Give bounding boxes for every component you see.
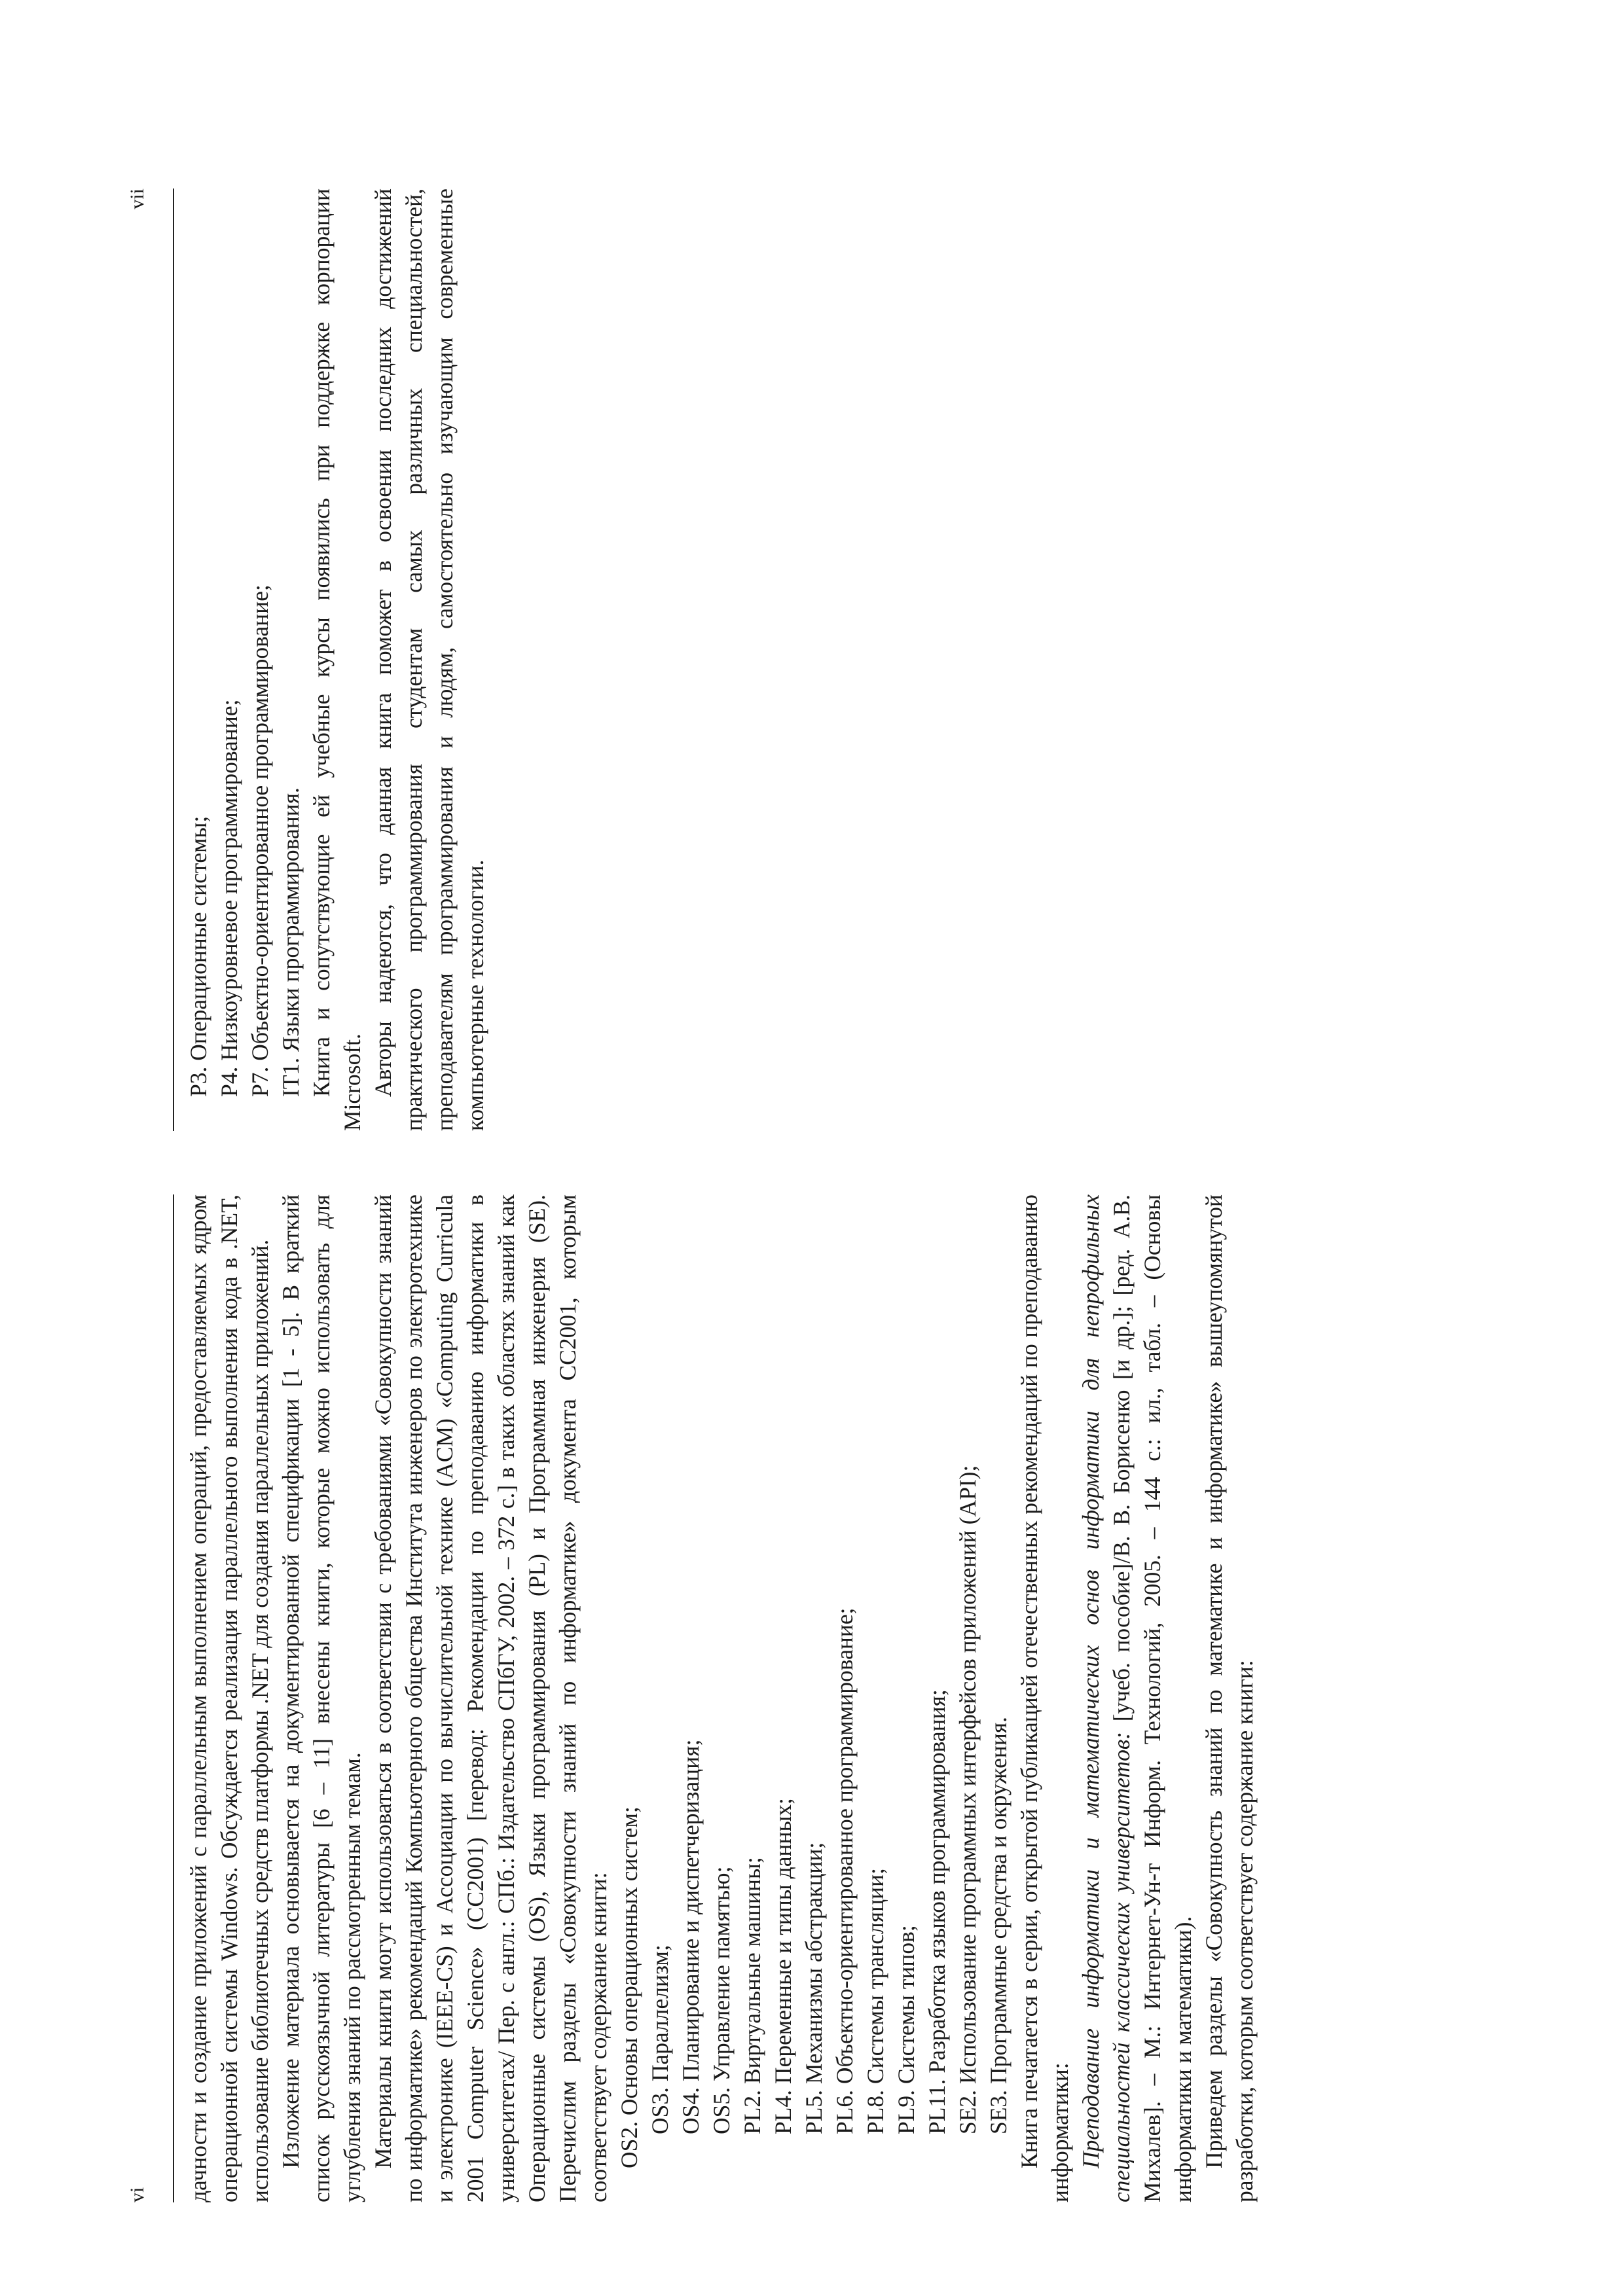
- list-item: PL6. Объектно-ориентированное программирование;: [831, 1607, 858, 2134]
- list-item: PL11. Разработка языков программирования;: [924, 1689, 950, 2134]
- paragraph-microsoft: Книга и сопутствующие ей учебные курсы появились при поддержке корпорации Microsoft.: [308, 188, 365, 1131]
- list-item: OS3. Параллелизм;: [647, 1945, 673, 2134]
- list-item: OS4. Планирование и диспетчеризация;: [678, 1739, 704, 2134]
- left-page: [124, 1194, 1368, 2202]
- list-item: PL8. Системы трансляции;: [862, 1868, 888, 2134]
- list-item: IT1. Языки программирования.: [278, 787, 304, 1097]
- paragraph-reference: [1076, 1194, 1199, 2202]
- page-number: vi: [126, 2187, 148, 2202]
- paragraph-spec: Изложение материала основывается на документированной спецификации [1 - 5]. В краткий список русскоязычной литературы [6 – 11] внесены книги, которые можно использовать для углубления знаний по рассмотренным темам.: [278, 1194, 365, 2202]
- right-page-body: [183, 188, 491, 1131]
- list-item: PL2. Виртуальные машины;: [739, 1857, 765, 2134]
- list-item: PL4. Переменные и типы данных;: [770, 1798, 796, 2134]
- paragraph-hope: Авторы надеются, что данная книга поможет в освоении последних достижений практического программирования студентам самых различных специальностей, преподавателям программирования и людям, самостоятельно изучающим современные компьютерные технологии.: [370, 188, 488, 1131]
- list-item: P7. Объектно-ориентированное программирование;: [247, 584, 273, 1097]
- list-item: OS2. Основы операционных систем;: [616, 1806, 642, 2168]
- paragraph-series: Книга печатается в серии, открытой публикацией отечественных рекомендаций по преподаванию информатики:: [1016, 1194, 1073, 2202]
- paragraph-curricula: Материалы книги могут использоваться в соответствии с требованиями «Совокупности знаний по информатике» рекомендаций Компьютерного общества Института инженеров по электротехнике и электронике (IEEE-CS) и Ассоциации по вычислительной технике (ACM) «Computing Curricula 2001 Computer Science» (CC2001) [перевод: Рекомендации по преподаванию информатики в университетах/ Пер. с англ.: СПб.: Издательство СПбГУ, 2002. – 372 с.] в таких областях знаний как Операционные системы (OS), Языки программирования (PL) и Программная инженерия (SE). Перечислим разделы «Совокупности знаний по информатике» документа CC2001, которым соответствует содержание книги:: [370, 1194, 611, 2202]
- list-item: PL9. Системы типов;: [893, 1925, 919, 2134]
- list-item: P4. Низкоуровневое программирование;: [216, 699, 242, 1097]
- reference-details: [учеб. пособие]/В. В. Борисенко [и др.]; [ред. А.В. Михалев]. – М.: Интернет-Ун-т Информ. Технологий, 2005. – 144 с.: ил., табл. – (Основы информатики и математики).: [1108, 1194, 1196, 2202]
- list-item: P3. Операционные системы;: [185, 816, 211, 1097]
- header-rule: [173, 1194, 174, 2202]
- left-page-body: [183, 1194, 1260, 2202]
- list-item: SE2. Использование программных интерфейсов приложений (API);: [955, 1465, 981, 2134]
- paragraph-intro: дачности и создание приложений с параллельным выполнением операций, предоставляемых ядром операционной системы Windows. Обсуждается реализация параллельного выполнения кода в .NET, использование библиотечных средств платформы .NET для создания параллельных приложений.: [185, 1194, 273, 2202]
- list-item: OS5. Управление памятью;: [708, 1866, 735, 2134]
- header-rule: [173, 188, 174, 1131]
- list-item: SE3. Программные средства и окружения.: [985, 1716, 1012, 2134]
- list-item: PL5. Механизмы абстракции;: [801, 1842, 827, 2134]
- paragraph-sections: Приведем разделы «Совокупность знаний по математике и информатике» вышеупомянутой разработки, которым соответствует содержание книги:: [1201, 1194, 1258, 2202]
- reference-title: Преподавание информатики и математических основ информатики для непрофильных специальностей классических университетов:: [1078, 1194, 1135, 2202]
- page-number: vii: [126, 188, 148, 209]
- right-page: [124, 188, 488, 1131]
